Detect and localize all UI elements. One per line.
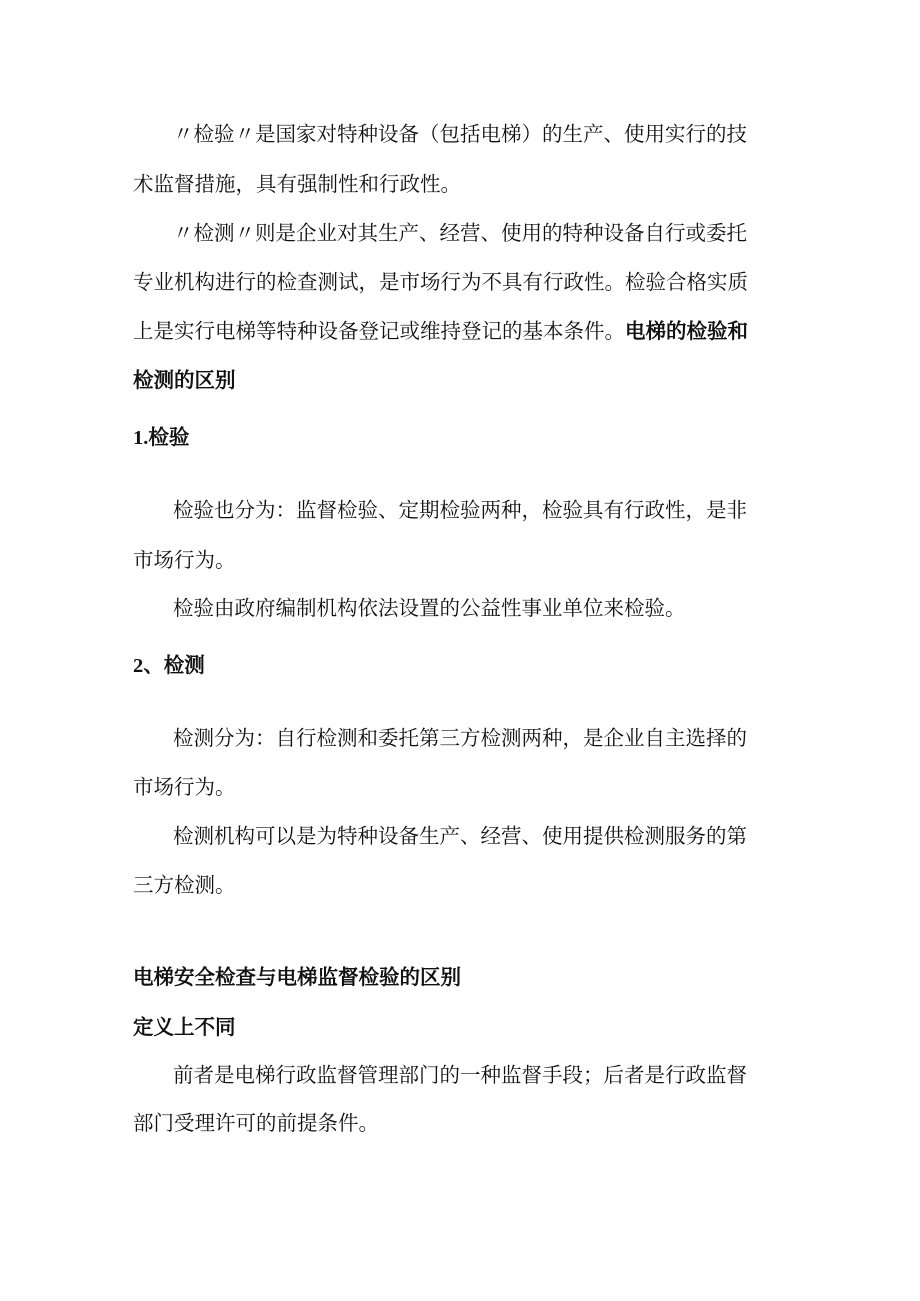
definition-difference-line1: 前者是电梯行政监督管理部门的一种监督手段；后者是行政监督	[173, 1063, 747, 1087]
difference-heading-part2: 检测的区别	[133, 368, 236, 392]
testing-types-line1: 检测分为：自行检测和委托第三方检测两种，是企业自主选择的	[173, 726, 747, 750]
testing-types-line2: 市场行为。	[133, 775, 236, 799]
paragraph-inspection-definition-line1: 〃检验〃是国家对特种设备（包括电梯）的生产、使用实行的技	[173, 122, 747, 146]
section-number: 1.	[133, 427, 149, 449]
paragraph-testing-definition-line2: 专业机构进行的检查测试，是市场行为不具有行政性。检验合格实质	[133, 270, 748, 294]
definition-difference-line2: 部门受理许可的前提条件。	[133, 1111, 379, 1135]
section-title: 检测	[163, 653, 205, 677]
paragraph-testing-definition-line3	[133, 317, 793, 345]
paragraph-testing-definition-line1: 〃检测〃则是企业对其生产、经营、使用的特种设备自行或委托	[173, 221, 747, 245]
paragraph-text: 上是实行电梯等特种设备登记或维持登记的基本条件。	[133, 319, 625, 343]
section-heading-testing	[133, 651, 793, 680]
subheading-definition-difference: 定义上不同	[133, 1015, 236, 1039]
testing-agency-line1: 检测机构可以是为特种设备生产、经营、使用提供检测服务的第	[173, 824, 747, 848]
testing-agency-line2: 三方检测。	[133, 873, 236, 897]
section-heading-safety-vs-supervision: 电梯安全检查与电梯监督检验的区别	[133, 965, 461, 989]
section-heading-inspection	[133, 423, 793, 452]
section-number: 2、	[133, 655, 164, 677]
difference-heading-part1: 电梯的检验和	[625, 319, 748, 343]
paragraph-inspection-definition-line2: 术监督措施，具有强制性和行政性。	[133, 172, 461, 196]
section-title: 检验	[148, 425, 190, 449]
inspection-types-line1: 检验也分为：监督检验、定期检验两种，检验具有行政性，是非	[173, 498, 747, 522]
inspection-types-line2: 市场行为。	[133, 548, 236, 572]
inspection-body-line: 检验由政府编制机构依法设置的公益性事业单位来检验。	[173, 596, 686, 620]
